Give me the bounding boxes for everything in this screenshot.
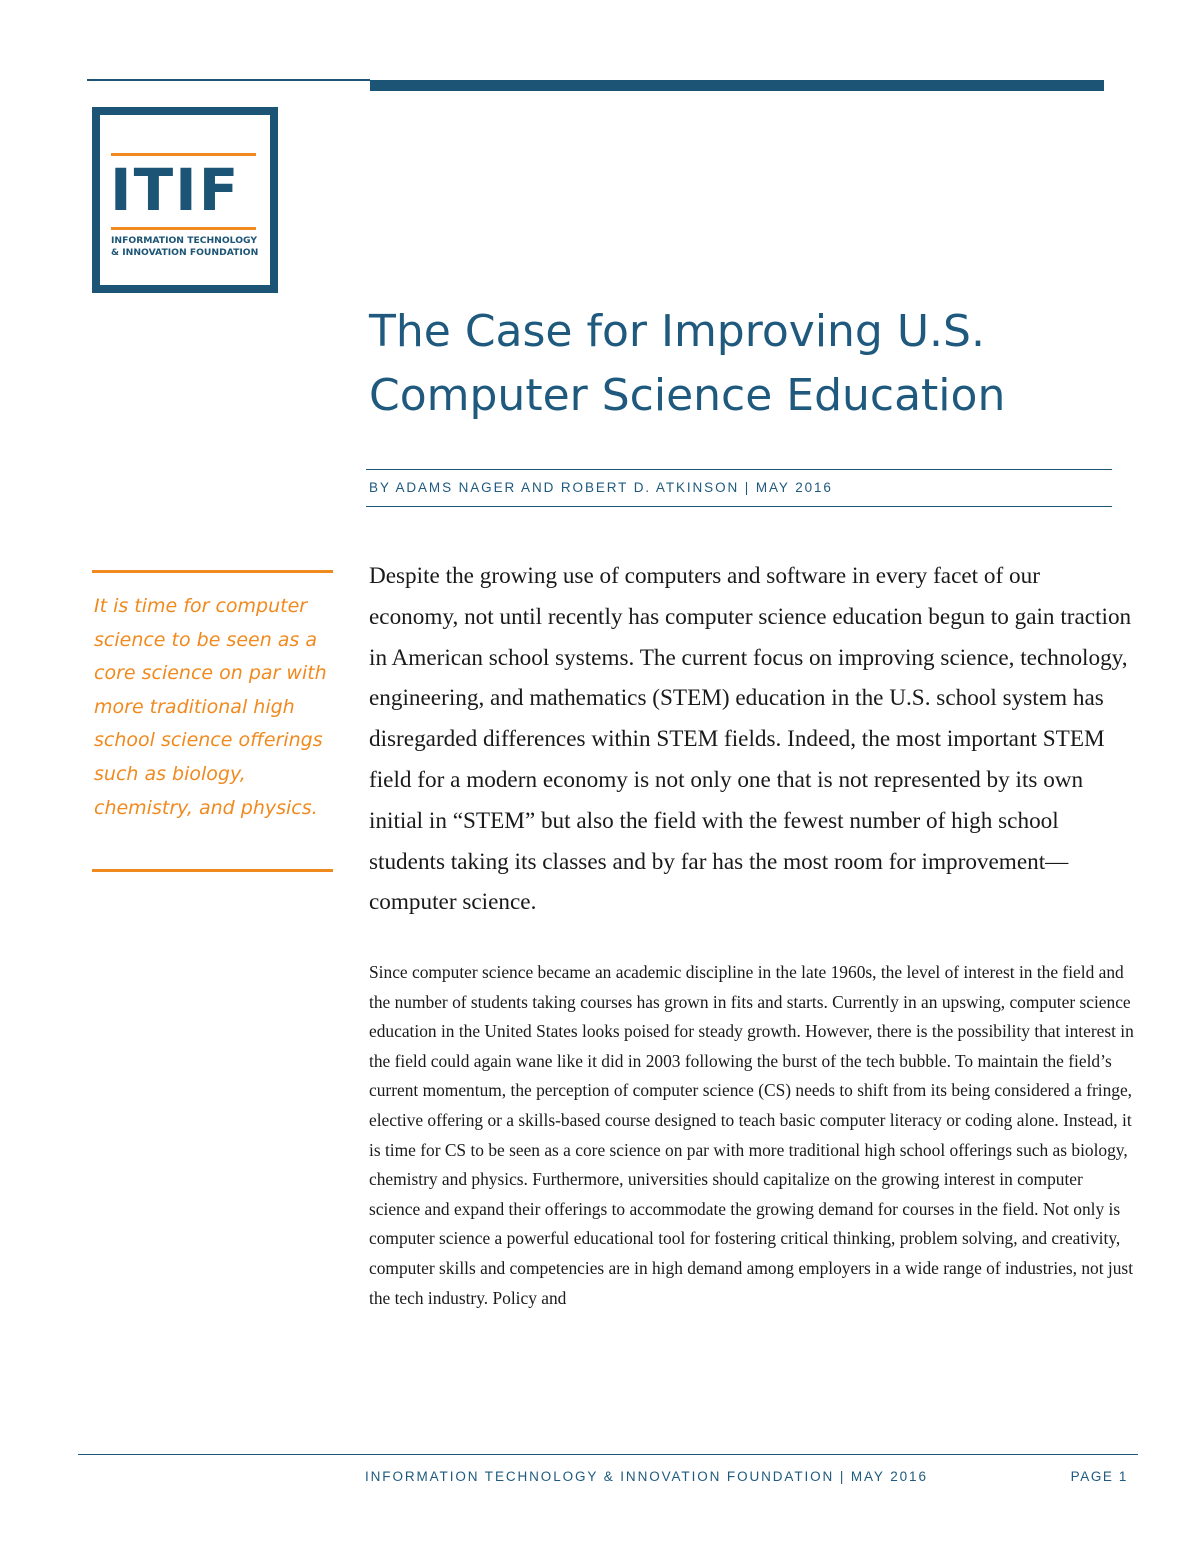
logo-accent-bar-bottom — [111, 227, 256, 230]
pull-quote-rule-bottom — [92, 869, 333, 872]
logo-subtitle-line2: & INNOVATION FOUNDATION — [111, 247, 259, 258]
itif-logo — [92, 107, 278, 293]
pull-quote: It is time for computer science to be seen as a core science on par with more traditional high school science offerings such as biology, chemistry, and physics. — [94, 595, 327, 819]
report-title-line2: Computer Science Education — [369, 370, 1006, 421]
byline: BY ADAMS NAGER AND ROBERT D. ATKINSON | MAY 2016 — [369, 480, 833, 495]
footer-organization: INFORMATION TECHNOLOGY & INNOVATION FOUNDATION | MAY 2016 — [365, 1469, 928, 1484]
byline-rule-top — [366, 469, 1112, 470]
body-paragraph: Since computer science became an academic discipline in the late 1960s, the level of interest in the field and the number of students taking courses has grown in fits and starts. Currently in an upswing, computer science education in the United States looks poised for steady growth. However, there is the possibility that interest in the field could again wane like it did in 2003 following the burst of the tech bubble. To maintain the field’s current momentum, the perception of computer science (CS) needs to shift from its being considered a fringe, elective offering or a skills-based course designed to teach basic computer literacy or coding alone. Instead, it is time for CS to be seen as a core science on par with more traditional high school offerings such as biology, chemistry and physics. Furthermore, universities should capitalize on the growing interest in computer science and expand their offerings to accommodate the growing demand for courses in the field. Not only is computer science a powerful educational tool for fostering critical thinking, problem solving, and creativity, computer skills and competencies are in high demand among employers in a wide range of industries, not just the tech industry. Policy and — [369, 962, 1134, 1308]
report-title-line1: The Case for Improving U.S. — [369, 306, 985, 357]
footer-rule — [78, 1454, 1138, 1455]
page-number: PAGE 1 — [1070, 1469, 1128, 1484]
logo-subtitle — [111, 235, 269, 259]
byline-rule-bottom — [366, 506, 1112, 507]
header-rule-thick — [370, 80, 1104, 91]
lead-paragraph: Despite the growing use of computers and software in every facet of our economy, not until recently has computer science education begun to gain traction in American school systems. The current focus on improving science, technology, engineering, and mathematics (STEM) education in the U.S. school system has disregarded differences within STEM fields. Indeed, the most important STEM field for a modern economy is not only one that is not represented by its own initial in “STEM” but also the field with the fewest number of high school students taking its classes and by far has the most room for improvement—computer science. — [369, 563, 1132, 916]
logo-inner-panel — [100, 115, 270, 285]
header-rule-thin — [87, 79, 370, 81]
pull-quote-rule-top — [92, 570, 333, 573]
logo-wordmark: ITIF — [110, 156, 241, 224]
report-title — [369, 300, 1129, 428]
logo-subtitle-line1: INFORMATION TECHNOLOGY — [111, 235, 257, 246]
